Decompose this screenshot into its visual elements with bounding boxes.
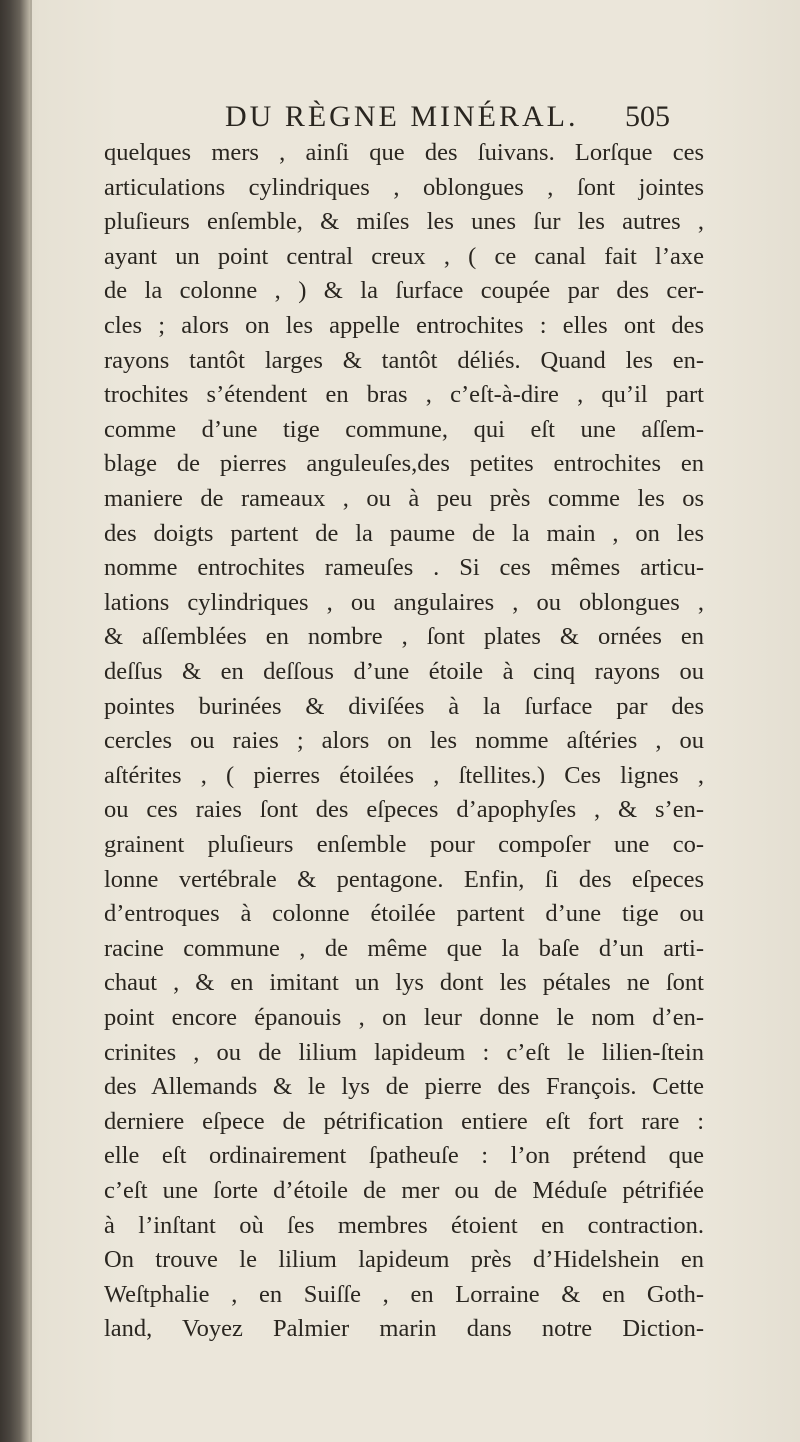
text-line: d’entroques à colonne étoilée partent d’une tige ou [104, 900, 704, 928]
text-line: deſſus & en deſſous d’une étoile à cinq rayons ou [104, 658, 704, 685]
text-line: articulations cylindriques , oblongues , ſont jointes [104, 173, 704, 201]
text-line: land, Voyez Palmier marin dans notre Diction- [104, 1315, 704, 1343]
text-line: lations cylindriques , ou angulaires , ou oblongues , [104, 588, 704, 616]
text-line: pointes burinées & diviſées à la ſurface par des [104, 692, 704, 720]
text-line: aſtérites , ( pierres étoilées , ſtellites.) Ces lignes , [104, 761, 704, 789]
text-line: des Allemands & le lys de pierre des François. Cette [104, 1073, 704, 1101]
text-line: nomme entrochites rameuſes . Si ces mêmes articu- [104, 554, 704, 582]
text-line: trochites s’étendent en bras , c’eſt-à-dire , qu’il part [104, 381, 704, 409]
text-line: ayant un point central creux , ( ce canal fait l’axe [104, 242, 704, 270]
text-line: & aſſemblées en nombre , ſont plates & ornées en [104, 623, 704, 651]
text-line: quelques mers , ainſi que des ſuivans. Lorſque ces [104, 139, 704, 166]
text-line: à l’inſtant où ſes membres étoient en contraction. [104, 1211, 704, 1239]
text-line: derniere eſpece de pétrification entiere eſt fort rare : [104, 1107, 704, 1135]
text-line: blage de pierres anguleuſes,des petites entrochites en [104, 450, 704, 478]
text-line: On trouve le lilium lapideum près d’Hidelshein en [104, 1246, 704, 1274]
text-line: crinites , ou de lilium lapideum : c’eſt le lilien-ſtein [104, 1038, 704, 1066]
text-line: elle eſt ordinairement ſpatheuſe : l’on prétend que [104, 1142, 704, 1170]
text-line: Weſtphalie , en Suiſſe , en Lorraine & en Goth- [104, 1280, 704, 1308]
running-head: DU RÈGNE MINÉRAL. [225, 100, 579, 133]
text-line: grainent pluſieurs enſemble pour compoſer une co- [104, 831, 704, 858]
text-line: comme d’une tige commune, qui eſt une aſſem- [104, 415, 704, 443]
text-line: lonne vertébrale & pentagone. Enfin, ſi des eſpeces [104, 865, 704, 893]
text-line: maniere de rameaux , ou à peu près comme les os [104, 485, 704, 512]
text-line: des doigts partent de la paume de la main , on les [104, 519, 704, 547]
text-line: racine commune , de même que la baſe d’un arti- [104, 934, 704, 962]
page-number: 505 [625, 100, 670, 133]
text-line: point encore épanouis , on leur donne le nom d’en- [104, 1004, 704, 1031]
text-line: de la colonne , ) & la ſurface coupée par des cer- [104, 277, 704, 305]
text-line: cercles ou raies ; alors on les nomme aſtéries , ou [104, 727, 704, 755]
text-line: ou ces raies ſont des eſpeces d’apophyſes , & s’en- [104, 796, 704, 824]
text-line: cles ; alors on les appelle entrochites : elles ont des [104, 312, 704, 339]
text-line: chaut , & en imitant un lys dont les pétales ne ſont [104, 969, 704, 997]
text-line: rayons tantôt larges & tantôt déliés. Quand les en- [104, 346, 704, 374]
text-line: c’eſt une ſorte d’étoile de mer ou de Méduſe pétrifiée [104, 1177, 704, 1204]
text-line: pluſieurs enſemble, & miſes les unes ſur les autres , [104, 208, 704, 236]
